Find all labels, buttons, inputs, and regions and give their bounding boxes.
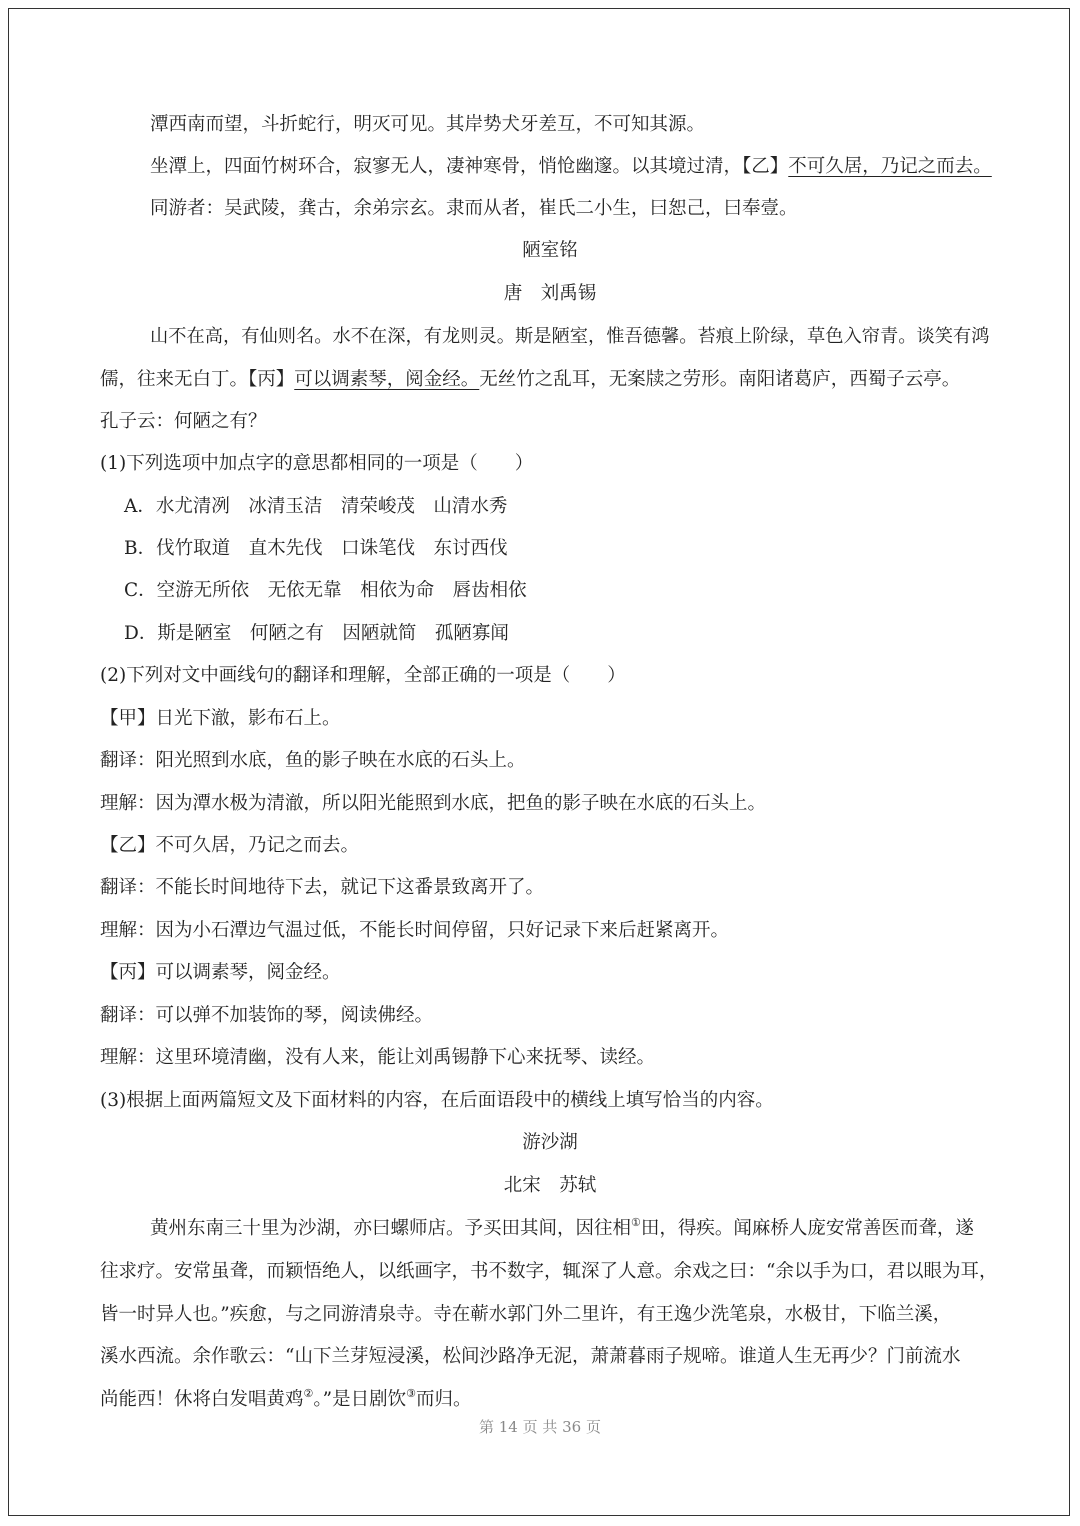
passage3-line2: 往求疗。安常虽聋，而颖悟绝人，以纸画字，书不数字，辄深了人意。余戏之曰：“余以手为口，君以眼为耳， bbox=[100, 1261, 998, 1282]
passage2-title: 陋室铭 bbox=[522, 240, 578, 261]
footnote-marker-2: ② bbox=[303, 1387, 314, 1400]
q2-bing-understanding: 理解：这里环境清幽，没有人来，能让刘禹锡静下心来抚琴、读经。 bbox=[100, 1047, 656, 1068]
question-1-option-c: C．空游无所依 无依无靠 相依为命 唇齿相依 bbox=[124, 580, 527, 601]
footnote-marker-3: ③ bbox=[406, 1387, 416, 1400]
passage3-author: 北宋 苏轼 bbox=[503, 1175, 597, 1196]
question-3-stem: (3)根据上面两篇短文及下面材料的内容，在后面语段中的横线上填写恰当的内容。 bbox=[100, 1090, 774, 1111]
passage2-line3: 孔子云：何陋之有？ bbox=[100, 411, 267, 432]
passage3-line4: 溪水西流。余作歌云：“山下兰芽短浸溪，松间沙路净无泥，萧萧暮雨子规啼。谁道人生无再少？门前流水 bbox=[100, 1346, 961, 1367]
q2-jia-sentence: 【甲】日光下澈，影布石上。 bbox=[100, 708, 341, 729]
q2-bing-translation: 翻译：可以弹不加装饰的琴，阅读佛经。 bbox=[100, 1005, 434, 1026]
passage3-line3: 皆一时异人也。”疾愈，与之同游清泉寺。寺在蕲水郭门外二里许，有王逸少洗笔泉，水极甘，下临兰溪， bbox=[100, 1304, 952, 1325]
passage1-line2: 坐潭上，四面竹树环合，寂寥无人，凄神寒骨，悄怆幽邃。以其境过清，【乙】不可久居，乃记之而去。 bbox=[150, 156, 992, 177]
passage1-line3: 同游者：吴武陵，龚古，余弟宗玄。隶而从者，崔氏二小生，曰恕己，曰奉壹。 bbox=[150, 198, 798, 219]
passage3-line5: 尚能西！休将白发唱黄鸡②。”是日剧饮③而归。 bbox=[100, 1387, 472, 1410]
passage1-line1: 潭西南而望，斗折蛇行，明灭可见。其岸势犬牙差互，不可知其源。 bbox=[150, 114, 706, 135]
passage2-line2: 儒，往来无白丁。【丙】可以调素琴，阅金经。无丝竹之乱耳，无案牍之劳形。南阳诸葛庐，西蜀子云亭。 bbox=[100, 369, 961, 390]
question-2-stem: (2)下列对文中画线句的翻译和理解，全部正确的一项是（ ） bbox=[100, 665, 626, 686]
q2-jia-understanding: 理解：因为潭水极为清澈，所以阳光能照到水底，把鱼的影子映在水底的石头上。 bbox=[100, 793, 767, 814]
q2-yi-understanding: 理解：因为小石潭边气温过低，不能长时间停留，只好记录下来后赶紧离开。 bbox=[100, 920, 730, 941]
q2-jia-translation: 翻译：阳光照到水底，鱼的影子映在水底的石头上。 bbox=[100, 750, 526, 771]
q2-bing-sentence: 【丙】可以调素琴，阅金经。 bbox=[100, 962, 341, 983]
passage3-title: 游沙湖 bbox=[522, 1132, 578, 1153]
passage2-author: 唐 刘禹锡 bbox=[503, 283, 597, 304]
q2-yi-translation: 翻译：不能长时间地待下去，就记下这番景致离开了。 bbox=[100, 877, 545, 898]
passage3-line1: 黄州东南三十里为沙湖，亦曰螺师店。予买田其间，因往相①田，得疾。闻麻桥人庞安常善医而聋，遂 bbox=[150, 1216, 974, 1239]
passage2-line1: 山不在高，有仙则名。水不在深，有龙则灵。斯是陋室，惟吾德馨。苔痕上阶绿，草色入帘青。谈笑有鸿 bbox=[150, 326, 990, 347]
question-1-stem: (1)下列选项中加点字的意思都相同的一项是（ ） bbox=[100, 453, 534, 474]
page-number-footer: 第 14 页 共 36 页 bbox=[478, 1418, 601, 1436]
underlined-sentence-yi: 不可久居，乃记之而去。 bbox=[788, 156, 992, 177]
underlined-sentence-bing: 可以调素琴，阅金经。 bbox=[294, 369, 480, 390]
question-1-option-b: B．伐竹取道 直木先伐 口诛笔伐 东讨西伐 bbox=[124, 538, 508, 559]
question-1-option-a: A．水尤清冽 冰清玉洁 清荣峻茂 山清水秀 bbox=[124, 496, 508, 517]
q2-yi-sentence: 【乙】不可久居，乃记之而去。 bbox=[100, 835, 360, 856]
footnote-marker-1: ① bbox=[631, 1216, 641, 1229]
question-1-option-d: D．斯是陋室 何陋之有 因陋就简 孤陋寡闻 bbox=[124, 623, 509, 644]
